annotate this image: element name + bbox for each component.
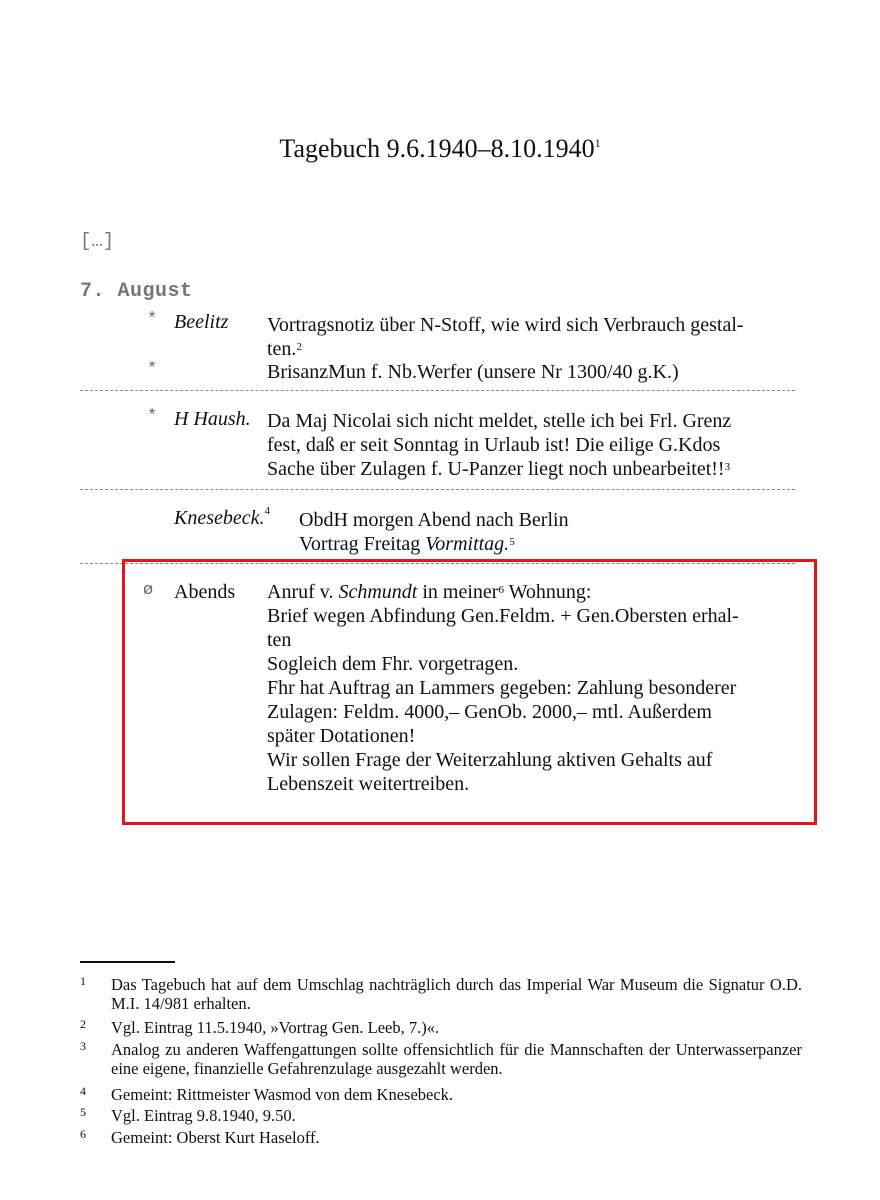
text-line: später Dotationen! xyxy=(267,725,416,747)
text-line: ten xyxy=(267,629,292,651)
footnote xyxy=(80,1128,802,1147)
entry-marker: * xyxy=(147,310,158,329)
text-line: ten.$^2$ xyxy=(267,338,302,360)
footnote-ref-2: 2 xyxy=(296,341,302,353)
entry-text xyxy=(267,580,797,796)
footnote xyxy=(80,1018,802,1037)
text-line: Wir sollen Frage der Weiterzahlung aktiven Gehalts auf xyxy=(267,749,713,771)
entry-label: Beelitz xyxy=(174,311,229,333)
title-text: Tagebuch 9.6.1940–8.10.1940 xyxy=(279,134,595,163)
footnote-number: 4 xyxy=(80,1084,86,1098)
footnote-number: 5 xyxy=(80,1105,86,1119)
footnote xyxy=(80,1085,802,1104)
entry-marker: ø xyxy=(143,581,154,600)
footnote-number: 3 xyxy=(80,1039,86,1053)
footnote-number: 2 xyxy=(80,1017,86,1031)
footnote-text: Gemeint: Oberst Kurt Haseloff. xyxy=(111,1128,320,1147)
entry-text xyxy=(267,313,807,361)
footnote-number: 1 xyxy=(80,974,86,988)
footnote-rule xyxy=(80,961,175,963)
footnote-number: 6 xyxy=(80,1127,86,1141)
text-line: Vortragsnotiz über N-Stoff, wie wird sich Verbrauch gestal- xyxy=(267,314,744,336)
text-line: Vortrag Freitag Vormittag.$^5$ xyxy=(299,533,515,555)
dashed-divider xyxy=(80,390,795,391)
footnote-ref-4: 4 xyxy=(264,505,271,517)
text-line: Sache über Zulagen f. U-Panzer liegt noch unbearbeitet!!$^3$ xyxy=(267,458,731,480)
entry-text: BrisanzMun f. Nb.Werfer (unsere Nr 1300/40 g.K.) xyxy=(267,361,679,383)
footnote xyxy=(80,1106,802,1125)
footnote-ref-5: 5 xyxy=(509,536,515,548)
omission-marker: […] xyxy=(80,230,115,252)
text-line: Da Maj Nicolai sich nicht meldet, stelle ich bei Frl. Grenz xyxy=(267,410,732,432)
footnote-ref-1: 1 xyxy=(594,136,601,150)
footnote-ref-3: 3 xyxy=(724,461,731,473)
footnote xyxy=(80,1040,802,1078)
footnote-text: Vgl. Eintrag 9.8.1940, 9.50. xyxy=(111,1106,296,1125)
text-line: fest, daß er seit Sonntag in Urlaub ist! Die eilige G.Kdos xyxy=(267,434,721,456)
footnote-text: Vgl. Eintrag 11.5.1940, »Vortrag Gen. Leeb, 7.)«. xyxy=(111,1018,440,1037)
dashed-divider xyxy=(80,489,795,490)
footnote-text: Gemeint: Rittmeister Wasmod von dem Knesebeck. xyxy=(111,1085,454,1104)
entry-text xyxy=(267,409,807,481)
entry-date: 7. August xyxy=(80,280,193,303)
entry-label: Abends xyxy=(174,581,236,603)
text-line: Fhr hat Auftrag an Lammers gegeben: Zahlung besonderer xyxy=(267,677,737,699)
footnote-text: Analog zu anderen Waffengattungen sollte offensichtlich für die Mannschaften der Unterwasserpanzer eine eigene, finanzielle Gefahrenzulage ausgezahlt werden. xyxy=(111,1040,802,1078)
footnote xyxy=(80,975,802,1013)
entry-marker: * xyxy=(147,407,158,426)
footnote-ref-6: 6 xyxy=(498,584,504,596)
entry-label: Knesebeck.$^4$ xyxy=(174,505,271,529)
text-line: Lebenszeit weitertreiben. xyxy=(267,773,470,795)
entry-marker: * xyxy=(147,360,158,379)
page-title xyxy=(0,134,880,164)
entry-label: H Haush. xyxy=(174,408,251,430)
text-line: Sogleich dem Fhr. vorgetragen. xyxy=(267,653,519,675)
entry-text xyxy=(299,508,799,556)
footnote-text: Das Tagebuch hat auf dem Umschlag nachträglich durch das Imperial War Museum die Signatur O.D. M.I. 14/981 erhalten. xyxy=(111,975,802,1013)
text-line: Zulagen: Feldm. 4000,– GenOb. 2000,– mtl. Außerdem xyxy=(267,701,712,723)
text-line: Brief wegen Abfindung Gen.Feldm. + Gen.Obersten erhal- xyxy=(267,605,739,627)
text-line: ObdH morgen Abend nach Berlin xyxy=(299,509,569,531)
text-line: Anruf v. Schmundt in meiner$^6$ Wohnung: xyxy=(267,581,592,603)
